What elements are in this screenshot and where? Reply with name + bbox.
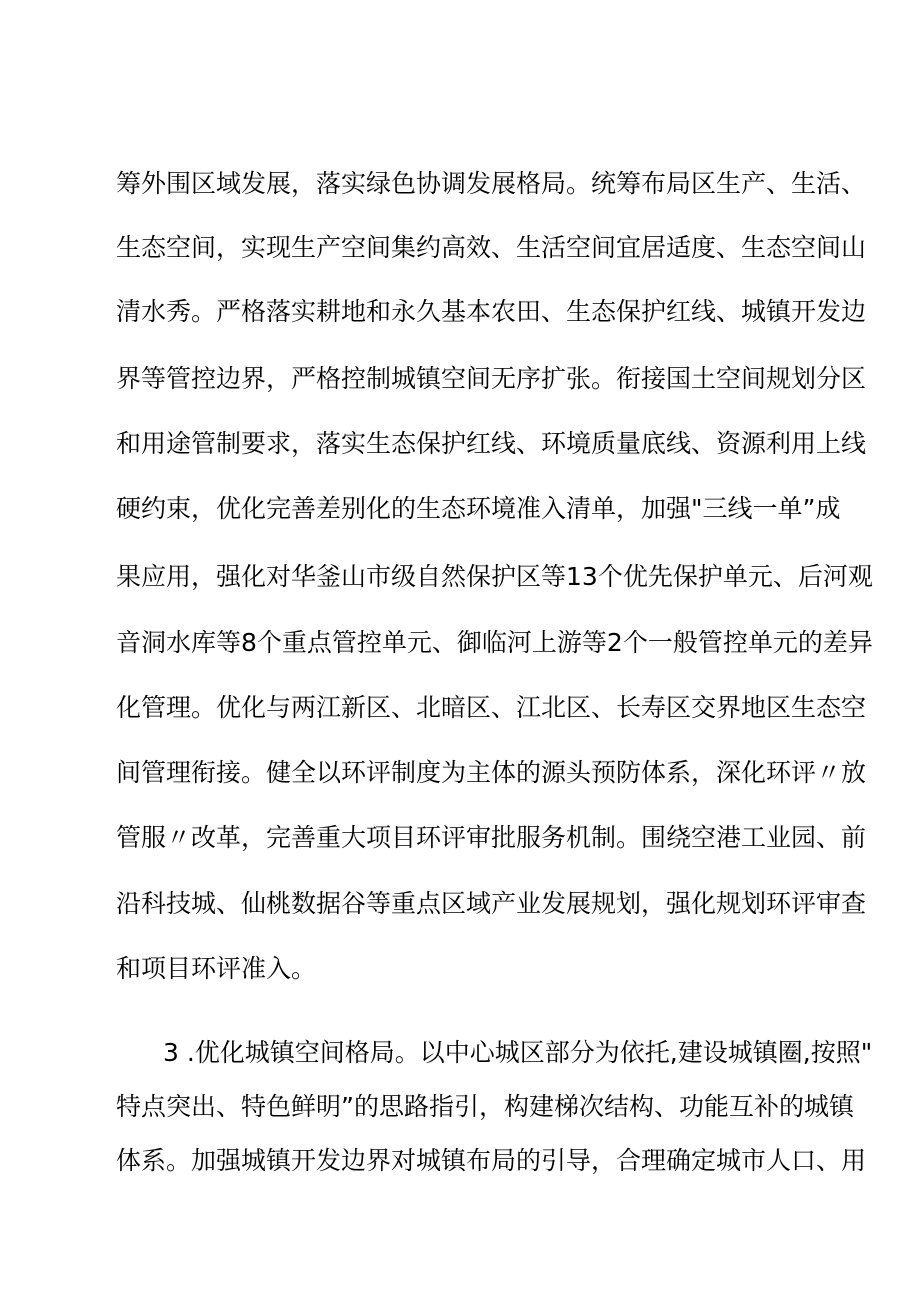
paragraph-line: 化管理。优化与两江新区、北暗区、江北区、长寿区交界地区生态空 [116, 693, 867, 722]
paragraph-line: 特点突出、特色鲜明”的思路指引，构建梯次结构、功能互补的城镇 [116, 1092, 854, 1121]
paragraph-line: 果应用，强化对华釜山市级自然保护区等13个优先保护单元、后河观 [116, 562, 873, 591]
paragraph-line: 筹外围区域发展，落实绿色协调发展格局。统筹布局区生产、生活、 [116, 169, 867, 198]
paragraph-line: 界等管控边界，严格控制城镇空间无序扩张。衔接国土空间规划分区 [116, 364, 867, 393]
paragraph-line: 和用途管制要求，落实生态保护红线、环境质量底线、资源利用上线 [116, 429, 867, 458]
paragraph-line: 清水秀。严格落实耕地和永久基本农田、生态保护红线、城镇开发边 [116, 297, 867, 326]
paragraph-line: 管服〃改革，完善重大项目环评审批服务机制。围绕空港工业园、前 [116, 823, 867, 852]
paragraph-line: 生态空间，实现生产空间集约高效、生活空间宜居适度、生态空间山 [116, 233, 867, 262]
paragraph-line: 和项目环评准入。 [116, 954, 317, 983]
paragraph-line: 沿科技城、仙桃数据谷等重点区域产业发展规划，强化规划环评审查 [116, 889, 867, 918]
paragraph-line: 音洞水库等8个重点管控单元、御临河上游等2个一般管控单元的差异 [116, 628, 873, 657]
paragraph-line: 间管理衔接。健全以环评制度为主体的源头预防体系，深化环评〃放 [116, 758, 867, 787]
paragraph-line: 硬约束，优化完善差别化的生态环境准入清单，加强"三线一单”成 [116, 494, 841, 523]
section-heading-line: 3 .优化城镇空间格局。以中心城区部分为依托,建设城镇圈,按照" [163, 1038, 873, 1067]
paragraph-line: 体系。加强城镇开发边界对城镇布局的引导，合理确定城市人口、用 [116, 1146, 867, 1175]
